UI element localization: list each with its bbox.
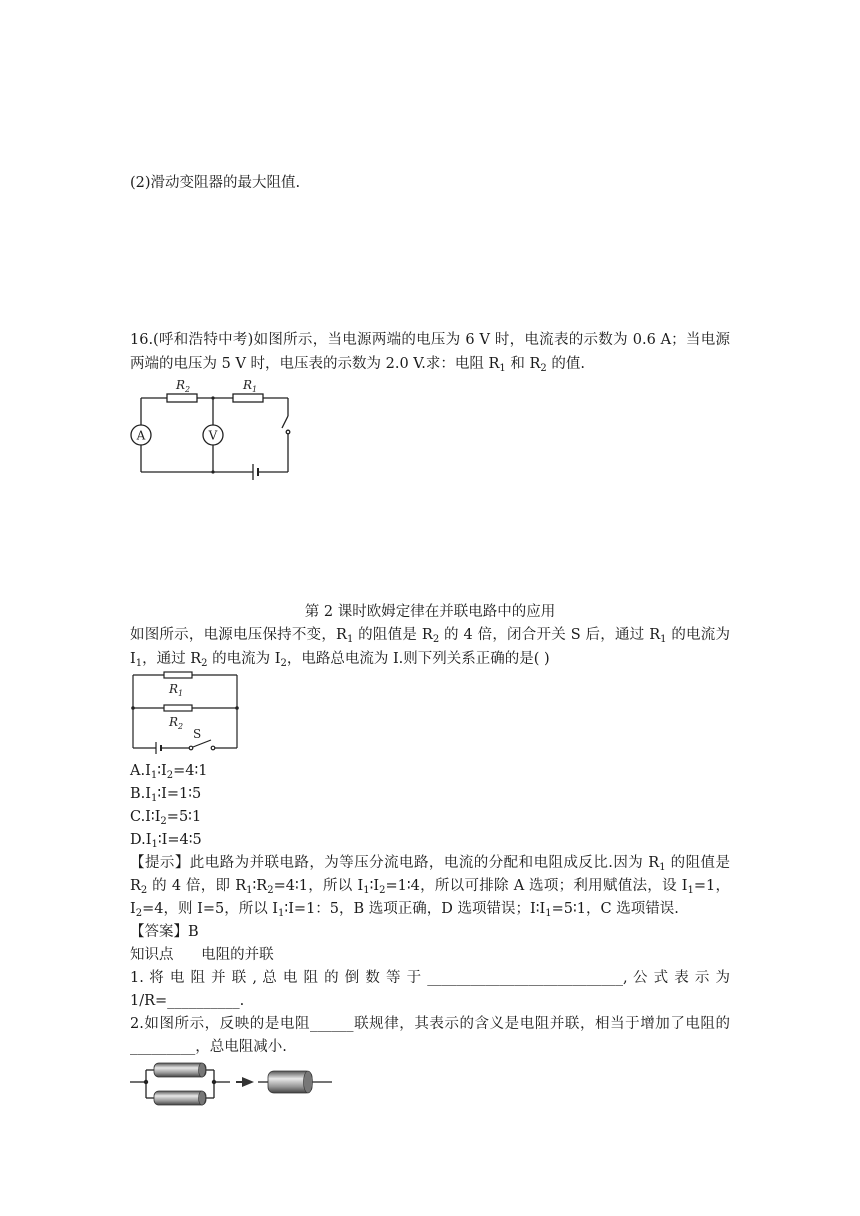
- example-circuit-diagram: [131, 672, 241, 754]
- q16-r1-label: $R_1$: [243, 378, 258, 394]
- option-d: $D.I_1∶I=4∶5$: [130, 832, 202, 850]
- hint-line1: 【提示】此电路为并联电路，为等压分流电路，电流的分配和电阻成反比.因为 $R_1$ 的阻值是: [130, 855, 731, 873]
- knowledge-q1-line1: 1. 将 电 阻 并 联 , 总 电 阻 的 倒 数 等 于 ___________________________, 公 式 表 示 为: [130, 970, 730, 986]
- example-line2: $I_1$，通过 $R_2$ 的电流为 $I_2$，电路总电流为 I.则下列关系正确的是( ): [130, 651, 550, 669]
- q16-line2: 两端的电压为 5 V 时，电压表的示数为 2.0 V.求：电阻 $R_1$ 和 $R_2$ 的值.: [130, 356, 585, 374]
- option-b: $B.I_1∶I=1∶5$: [130, 786, 202, 804]
- q15-part2: (2)滑动变阻器的最大阻值.: [130, 175, 301, 191]
- option-a: $A.I_1∶I_2=4∶1$: [130, 763, 208, 781]
- option-c: $C.I∶I_2=5∶1$: [130, 809, 202, 827]
- knowledge-q2-line1: 2.如图所示，反映的是电阻______联规律，其表示的含义是电阻并联，相当于增加了电阻的: [130, 1016, 730, 1032]
- ammeter-label: A: [136, 428, 146, 443]
- knowledge-heading: 知识点 电阻的并联: [130, 947, 274, 963]
- q16-r2-label: $R_2$: [176, 378, 191, 394]
- example-r1-label: $R_1$: [169, 682, 184, 698]
- hint-line2: $R_2$ 的 4 倍，即 $R_1∶R_2=4∶1$，所以 $I_1∶I_2=1∶4$，所以可排除 A 选项；利用赋值法，设 $I_1=1$，: [130, 878, 730, 896]
- knowledge-q2-line2: _________，总电阻减小.: [130, 1039, 287, 1055]
- switch-label: S: [193, 727, 202, 741]
- knowledge-q1-line2: 1/R=__________.: [130, 993, 245, 1009]
- answer: 【答案】B: [130, 924, 199, 940]
- lesson-title: 第 2 课时欧姆定律在并联电路中的应用: [304, 604, 556, 620]
- q16-line1: 16.(呼和浩特中考)如图所示，当电源两端的电压为 6 V 时，电流表的示数为 0.6 A；当电源: [130, 332, 730, 348]
- parallel-resistors-figure: [130, 1058, 340, 1113]
- hint-line3: $I_2=4$，则 I=5，所以 $I_1∶I=1$：5，B 选项正确，D 选项错误；$I∶I_1=5∶1$，C 选项错误.: [130, 901, 679, 919]
- q16-circuit-diagram: [127, 372, 302, 482]
- voltmeter-label: V: [208, 428, 218, 443]
- example-r2-label: $R_2$: [169, 715, 184, 731]
- example-line1: 如图所示，电源电压保持不变，$R_1$ 的阻值是 $R_2$ 的 4 倍，闭合开关 S 后，通过 $R_1$ 的电流为: [130, 627, 730, 645]
